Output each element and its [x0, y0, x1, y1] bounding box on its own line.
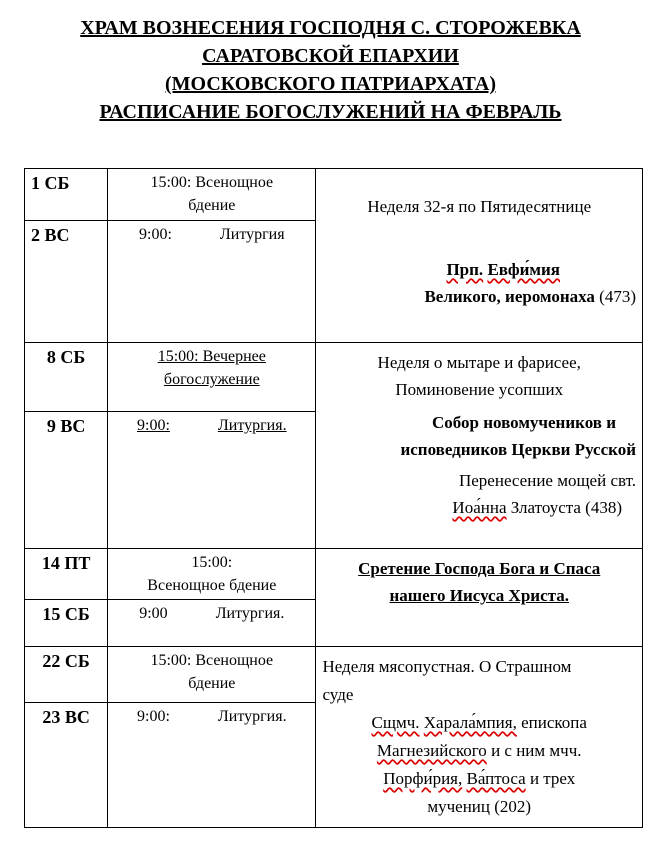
feast-line: мучениц (202)	[427, 797, 532, 816]
feast-line: Магнезийского и с ним мчч.	[376, 741, 582, 760]
feast-saint-line: Великого, иеромонаха (473)	[424, 287, 636, 306]
diocese-title: САРАТОВСКОЙ ЕПАРХИИ	[202, 45, 459, 67]
time-line: бдение	[188, 197, 236, 214]
feast-cell	[316, 169, 643, 343]
day-cell: 8 СБ	[25, 343, 108, 412]
time-line: 9:00 Литургия.	[139, 605, 285, 622]
table-row	[25, 549, 643, 600]
time-line: Всенощное бдение	[147, 577, 277, 594]
time-cell	[108, 343, 316, 412]
time-line: 9:00: Литургия.	[137, 417, 287, 434]
feast-bold-line: Сретение Господа Бога и Спаса	[358, 559, 601, 578]
feast-bold-line: нашего Иисуса Христа.	[389, 586, 569, 605]
patriarchate-title: (МОСКОВСКОГО ПАТРИАРХАТА)	[165, 73, 496, 95]
time-cell	[108, 702, 316, 827]
time-line: 15:00: Вечернее	[157, 348, 266, 365]
time-cell	[108, 412, 316, 549]
feast-saint-line: Прп. Евфи́мия	[446, 260, 560, 279]
time-line: 15:00: Всенощное	[150, 652, 274, 669]
feast-line: Порфи́рия, Ва́птоса и трех	[383, 769, 576, 788]
time-cell	[108, 600, 316, 647]
document-header	[0, 14, 661, 126]
time-cell	[108, 647, 316, 703]
time-line: богослужение	[163, 371, 260, 388]
time-line: 9:00: Литургия.	[137, 707, 287, 725]
feast-line: Неделя 32-я по Пятидесятнице	[367, 197, 592, 216]
time-line: 9:00: Литургия	[139, 226, 285, 243]
time-line: 15:00: Всенощное	[150, 174, 274, 191]
feast-cell	[316, 647, 643, 828]
day-cell: 14 ПТ	[25, 549, 108, 600]
feast-line: суде	[322, 685, 354, 704]
feast-line: Иоа́нна Златоуста (438)	[452, 498, 622, 517]
feast-cell	[316, 343, 643, 549]
feast-line: Перенесение мощей свт.	[458, 471, 636, 490]
table-row	[25, 647, 643, 703]
table-row	[25, 343, 643, 412]
feast-cell	[316, 549, 643, 647]
feast-line: Поминовение усопших	[395, 380, 564, 399]
table-row	[25, 169, 643, 221]
feast-line: Неделя мясопустная. О Страшном	[322, 657, 572, 676]
day-cell: 9 ВС	[25, 412, 108, 549]
day-cell: 22 СБ	[25, 647, 108, 703]
feast-line: Неделя о мытаре и фарисее,	[377, 353, 581, 372]
feast-bold-line: исповедников Церкви Русской	[400, 440, 636, 459]
day-cell: 23 ВС	[25, 702, 108, 827]
time-cell	[108, 169, 316, 221]
feast-line: Сщмч. Харала́мпия, епископа	[371, 713, 587, 732]
time-cell	[108, 549, 316, 600]
time-line: 15:00:	[191, 554, 233, 571]
day-cell: 2 ВС	[25, 221, 108, 343]
church-title: ХРАМ ВОЗНЕСЕНИЯ ГОСПОДНЯ С. СТОРОЖЕВКА	[80, 17, 581, 39]
feast-bold-line: Собор новомучеников и	[431, 413, 616, 432]
schedule-table	[24, 168, 643, 828]
day-cell: 1 СБ	[25, 169, 108, 221]
schedule-title: РАСПИСАНИЕ БОГОСЛУЖЕНИЙ НА ФЕВРАЛЬ	[99, 101, 562, 123]
time-line: бдение	[188, 675, 236, 692]
day-cell: 15 СБ	[25, 600, 108, 647]
time-cell	[108, 221, 316, 343]
